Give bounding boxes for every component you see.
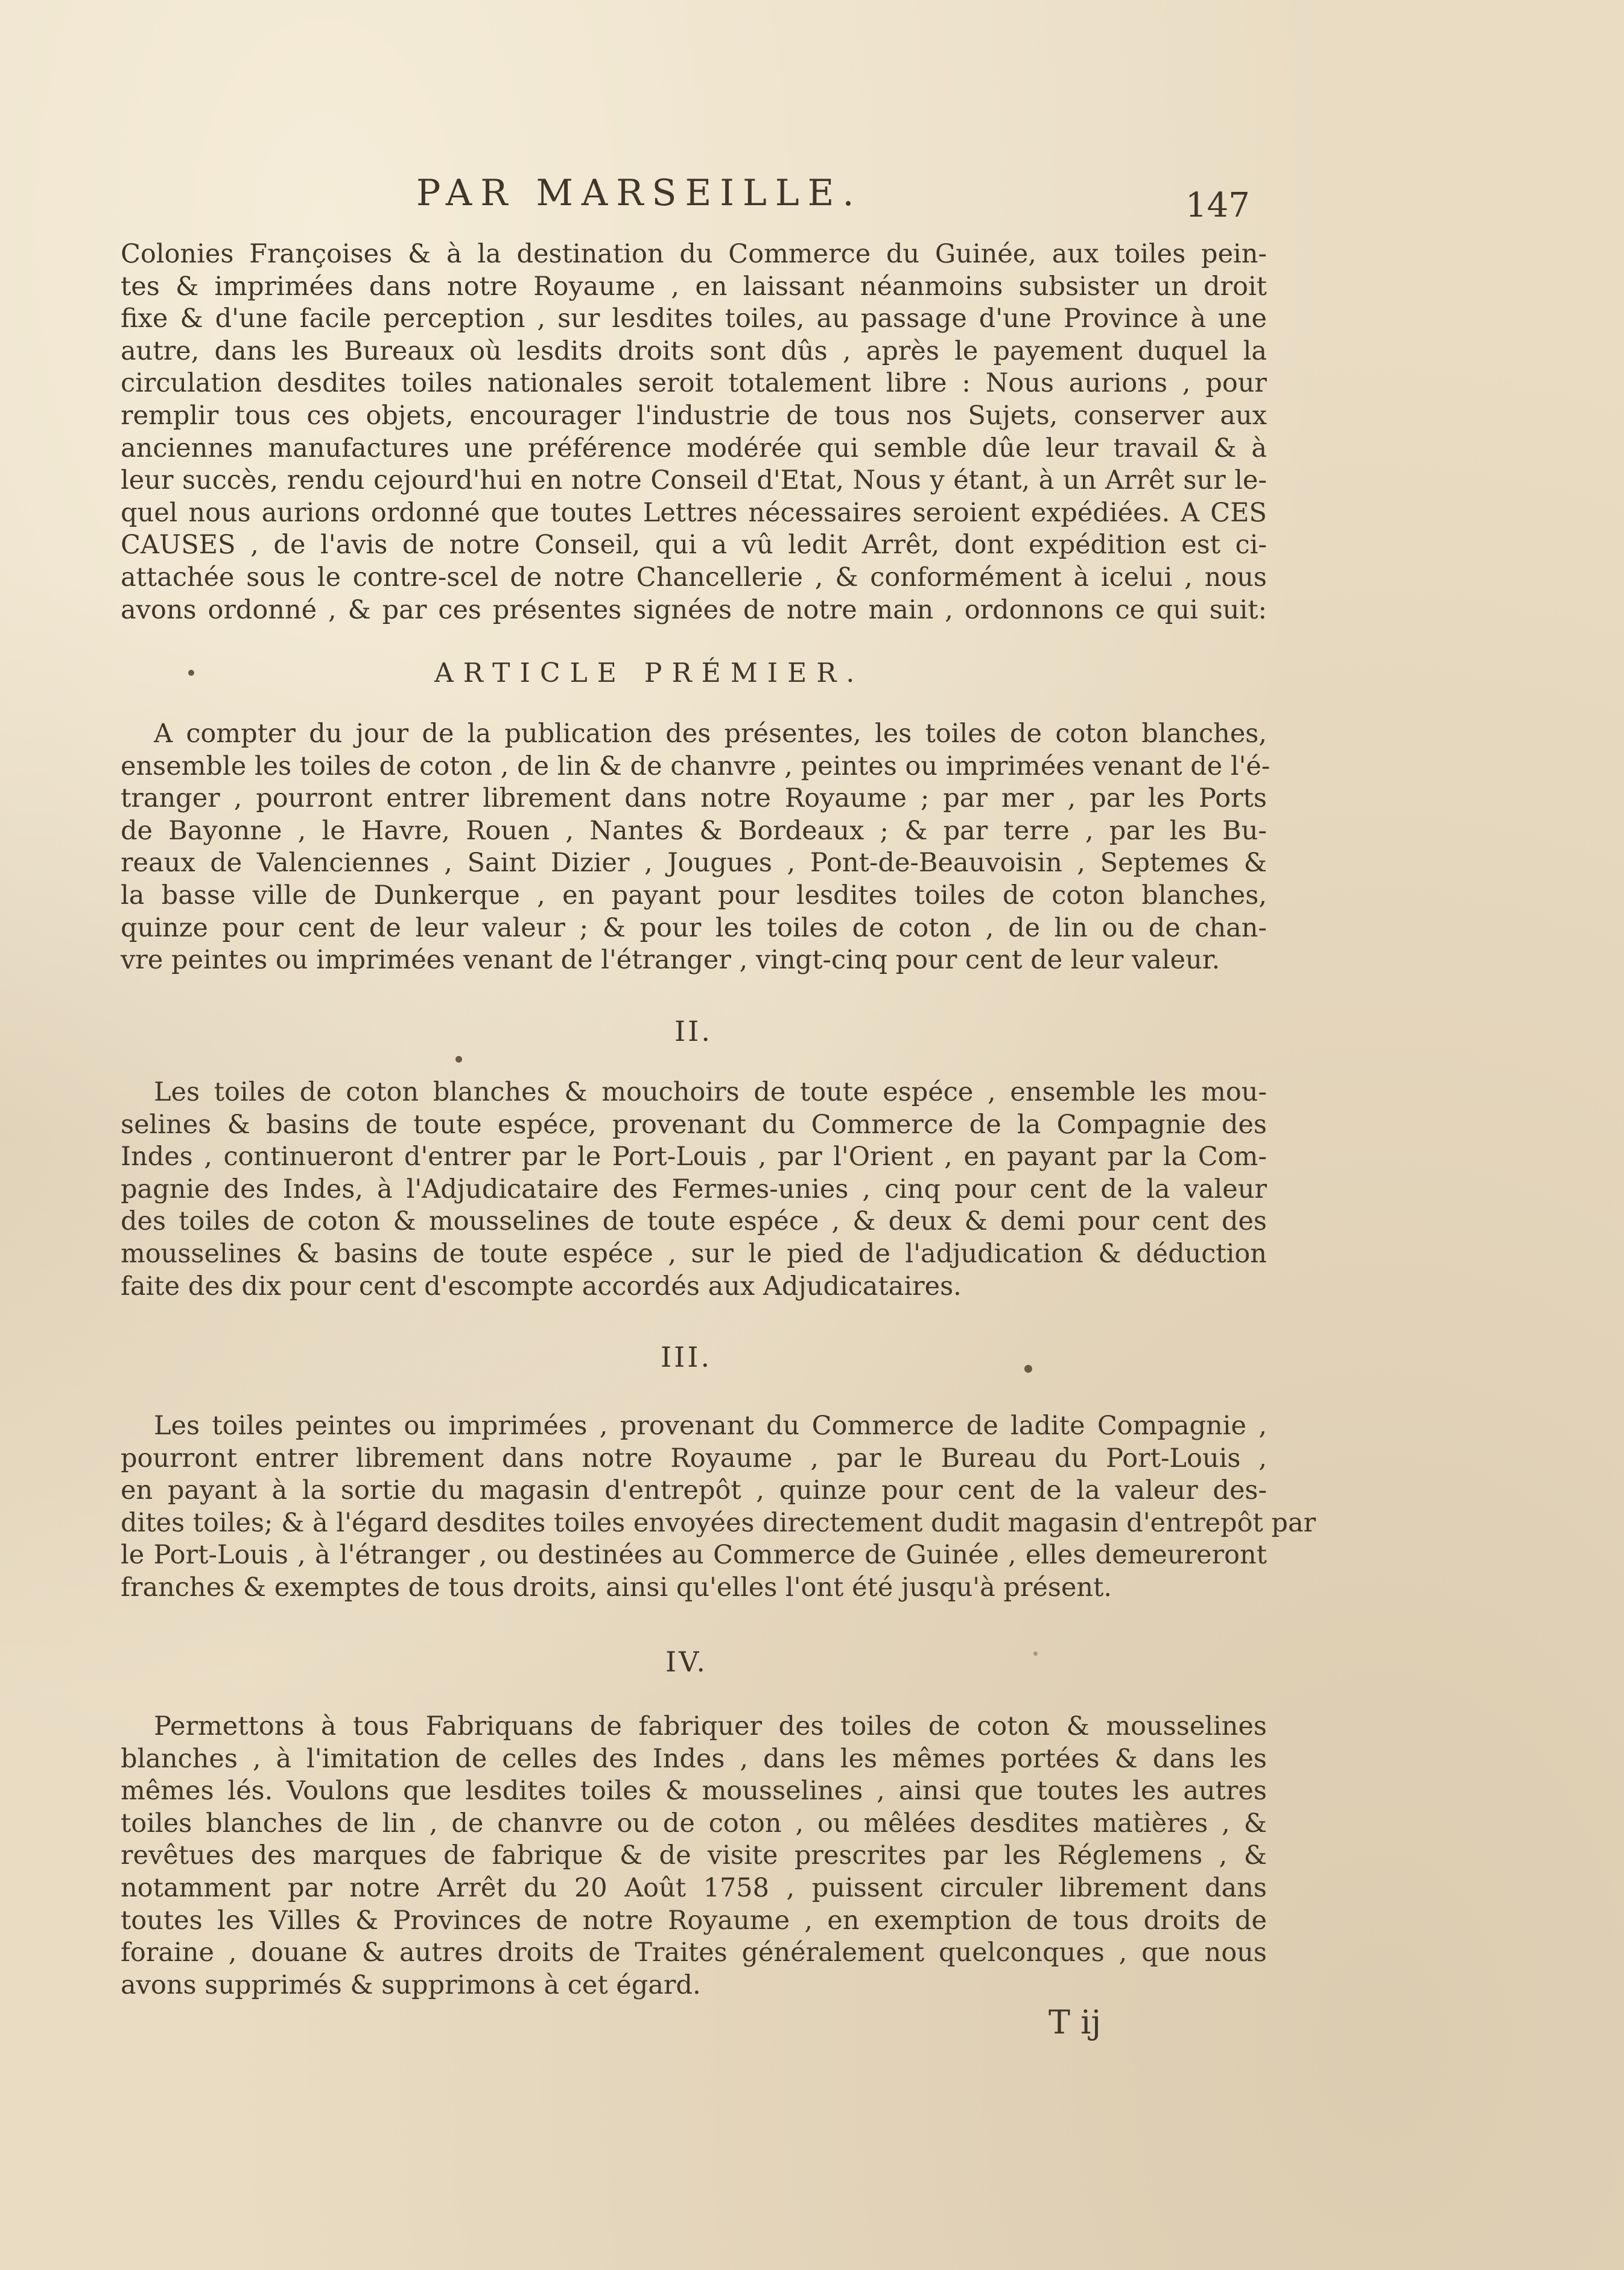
page-number: 147 bbox=[1185, 186, 1250, 225]
text-line: fixe & d'une facile perception , sur lesdites toiles, au passage d'une Province à une bbox=[121, 304, 1267, 334]
text-line: quinze pour cent de leur valeur ; & pour les toiles de coton , de lin ou de chan- bbox=[121, 912, 1267, 943]
text-line: remplir tous ces objets, encourager l'industrie de tous nos Sujets, conserver aux bbox=[121, 400, 1267, 431]
article-1-paragraph bbox=[121, 718, 1270, 977]
signature-mark: T ij bbox=[1048, 2003, 1102, 2041]
text-line: Indes , continueront d'entrer par le Port-Louis , par l'Orient , en payant par la Com- bbox=[121, 1142, 1267, 1172]
text-line: Colonies Françoises & à la destination du Commerce du Guinée, aux toiles pein- bbox=[121, 239, 1267, 269]
article-2-paragraph bbox=[121, 1076, 1267, 1303]
text-line: reaux de Valenciennes , Saint Dizier , Jougues , Pont-de-Beauvoisin , Septemes & bbox=[121, 848, 1267, 879]
paper-speck bbox=[1024, 1365, 1032, 1373]
text-line: dites toiles; & à l'égard desdites toiles envoyées directement dudit magasin d'entrepôt par bbox=[121, 1507, 1316, 1538]
text-line: pagnie des Indes, à l'Adjudicataire des Fermes-unies , cinq pour cent de la valeur bbox=[121, 1174, 1267, 1204]
text-line: avons supprimés & supprimons à cet égard. bbox=[121, 1970, 701, 2000]
text-line: foraine , douane & autres droits de Traites généralement quelconques , que nous bbox=[121, 1938, 1267, 1968]
text-line: notamment par notre Arrêt du 20 Août 1758 , puissent circuler librement dans bbox=[121, 1872, 1267, 1903]
article-3-heading: III. bbox=[661, 1341, 712, 1373]
text-line: la basse ville de Dunkerque , en payant pour lesdites toiles de coton blanches, bbox=[121, 880, 1267, 911]
article-1-heading: ARTICLE PRÉMIER. bbox=[434, 658, 864, 688]
text-line: Les toiles de coton blanches & mouchoirs de toute espéce , ensemble les mou- bbox=[154, 1077, 1267, 1107]
text-line: circulation desdites toiles nationales seroit totalement libre : Nous aurions , pour bbox=[121, 368, 1267, 399]
text-line: toutes les Villes & Provinces de notre Royaume , en exemption de tous droits de bbox=[121, 1905, 1267, 1936]
text-line: selines & basins de toute espéce, provenant du Commerce de la Compagnie des bbox=[121, 1109, 1267, 1140]
text-line: le Port-Louis , à l'étranger , ou destinées au Commerce de Guinée , elles demeureront bbox=[121, 1540, 1267, 1571]
text-line: vre peintes ou imprimées venant de l'étranger , vingt-cinq pour cent de leur valeur. bbox=[121, 945, 1220, 976]
text-line: mêmes lés. Voulons que lesdites toiles & mousselines , ainsi que toutes les autres bbox=[121, 1776, 1267, 1807]
text-line: pourront entrer librement dans notre Royaume , par le Bureau du Port-Louis , bbox=[121, 1443, 1267, 1474]
article-2-heading: II. bbox=[674, 1015, 712, 1048]
paper-speck bbox=[188, 670, 194, 676]
paper-speck bbox=[1033, 1652, 1038, 1656]
text-line: faite des dix pour cent d'escompte accordés aux Adjudicataires. bbox=[121, 1271, 962, 1302]
text-line: A compter du jour de la publication des présentes, les toiles de coton blanches, bbox=[154, 719, 1267, 749]
text-line: attachée sous le contre-scel de notre Chancellerie , & conformément à icelui , nous bbox=[121, 562, 1267, 593]
text-line: mousselines & basins de toute espéce , sur le pied de l'adjudication & déduction bbox=[121, 1238, 1267, 1269]
text-line: leur succès, rendu cejourd'hui en notre Conseil d'Etat, Nous y étant, à un Arrêt sur le- bbox=[121, 465, 1267, 496]
text-line: franches & exemptes de tous droits, ainsi qu'elles l'ont été jusqu'à présent. bbox=[121, 1572, 1112, 1603]
text-line: en payant à la sortie du magasin d'entrepôt , quinze pour cent de la valeur des- bbox=[121, 1475, 1267, 1506]
article-4-heading: IV. bbox=[665, 1645, 708, 1678]
text-line: Les toiles peintes ou imprimées , provenant du Commerce de ladite Compagnie , bbox=[154, 1411, 1267, 1441]
text-line: anciennes manufactures une préférence modérée qui semble dûe leur travail & à bbox=[121, 433, 1267, 463]
text-line: quel nous aurions ordonné que toutes Lettres nécessaires seroient expédiées. A CES bbox=[121, 497, 1267, 528]
text-line: tes & imprimées dans notre Royaume , en laissant néanmoins subsister un droit bbox=[121, 271, 1267, 302]
article-3-paragraph bbox=[121, 1410, 1316, 1604]
text-line: CAUSES , de l'avis de notre Conseil, qui a vû ledit Arrêt, dont expédition est ci- bbox=[121, 530, 1267, 561]
text-line: blanches , à l'imitation de celles des Indes , dans les mêmes portées & dans les bbox=[121, 1743, 1267, 1774]
text-line: autre, dans les Bureaux où lesdits droits sont dûs , après le payement duquel la bbox=[121, 335, 1267, 366]
text-line: tranger , pourront entrer librement dans notre Royaume ; par mer , par les Ports bbox=[121, 783, 1267, 814]
text-line: Permettons à tous Fabriquans de fabriquer des toiles de coton & mousselines bbox=[154, 1711, 1267, 1741]
paper-speck bbox=[455, 1056, 462, 1063]
article-4-paragraph bbox=[121, 1711, 1267, 2001]
text-line: avons ordonné , & par ces présentes signées de notre main , ordonnons ce qui suit: bbox=[121, 594, 1267, 625]
text-line: toiles blanches de lin , de chanvre ou de coton , ou mêlées desdites matières , & bbox=[121, 1808, 1267, 1839]
running-header: PAR MARSEILLE. bbox=[416, 172, 863, 214]
text-line: revêtues des marques de fabrique & de visite prescrites par les Réglemens , & bbox=[121, 1840, 1267, 1871]
text-line: de Bayonne , le Havre, Rouen , Nantes & Bordeaux ; & par terre , par les Bu- bbox=[121, 815, 1267, 846]
text-line: ensemble les toiles de coton , de lin & de chanvre , peintes ou imprimées venant de l'é- bbox=[121, 751, 1270, 781]
intro-paragraph bbox=[121, 238, 1267, 626]
text-line: des toiles de coton & mousselines de toute espéce , & deux & demi pour cent des bbox=[121, 1206, 1267, 1237]
